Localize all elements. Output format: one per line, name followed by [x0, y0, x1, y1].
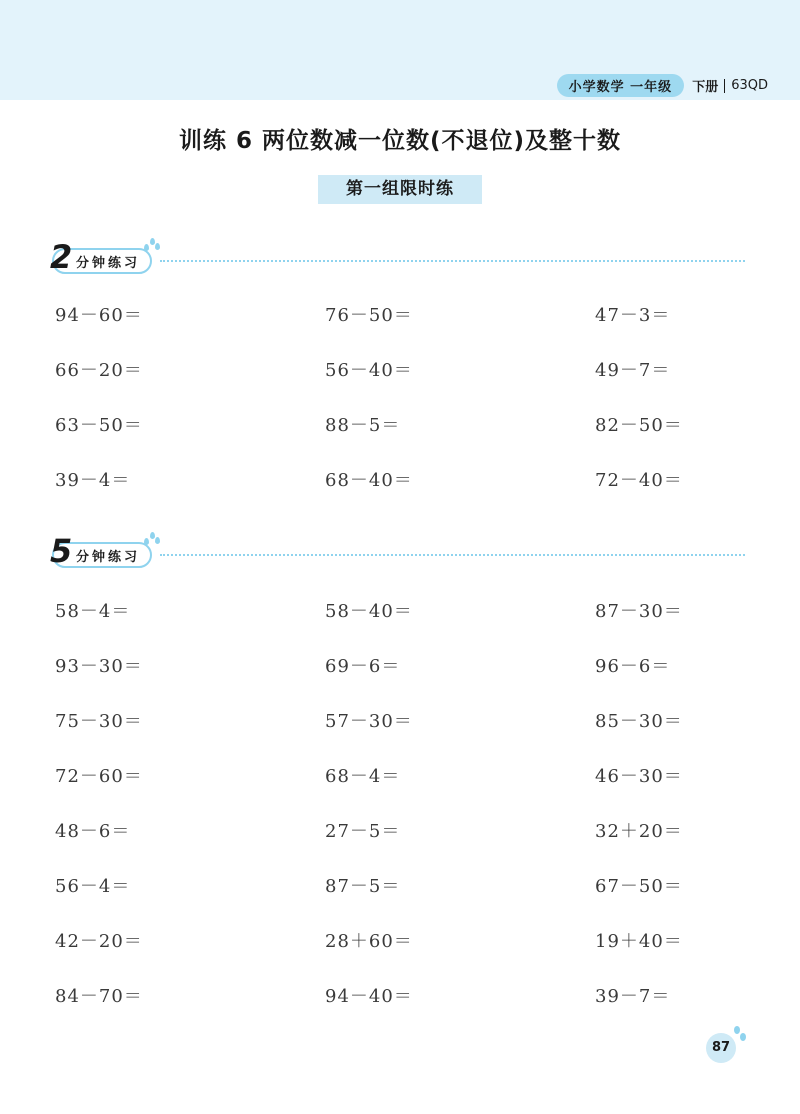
- section-badge-5min: [50, 532, 152, 570]
- arithmetic-problem: 68－40＝: [325, 470, 413, 491]
- arithmetic-problem: 68－4＝: [325, 766, 401, 787]
- badge-number: 2: [50, 238, 73, 276]
- arithmetic-problem: 56－4＝: [55, 876, 131, 897]
- page-number: 87: [706, 1033, 736, 1063]
- arithmetic-problem: 75－30＝: [55, 711, 143, 732]
- arithmetic-problem: 28＋60＝: [325, 931, 413, 952]
- arithmetic-problem: 57－30＝: [325, 711, 413, 732]
- water-drops-icon: [144, 238, 160, 252]
- arithmetic-problem: 42－20＝: [55, 931, 143, 952]
- badge-bubble: [50, 238, 152, 276]
- arithmetic-problem: 85－30＝: [595, 711, 683, 732]
- header-info: [557, 74, 768, 97]
- arithmetic-problem: 47－3＝: [595, 305, 671, 326]
- arithmetic-problem: 63－50＝: [55, 415, 143, 436]
- arithmetic-problem: 69－6＝: [325, 656, 401, 677]
- arithmetic-problem: 67－50＝: [595, 876, 683, 897]
- dotted-divider: [160, 260, 745, 262]
- arithmetic-problem: 39－7＝: [595, 986, 671, 1007]
- header-divider: [724, 79, 725, 93]
- arithmetic-problem: 94－40＝: [325, 986, 413, 1007]
- arithmetic-problem: 39－4＝: [55, 470, 131, 491]
- arithmetic-problem: 58－40＝: [325, 601, 413, 622]
- arithmetic-problem: 82－50＝: [595, 415, 683, 436]
- arithmetic-problem: 88－5＝: [325, 415, 401, 436]
- arithmetic-problem: 58－4＝: [55, 601, 131, 622]
- arithmetic-problem: 66－20＝: [55, 360, 143, 381]
- arithmetic-problem: 76－50＝: [325, 305, 413, 326]
- arithmetic-problem: 32＋20＝: [595, 821, 683, 842]
- page-title: 训练 6 两位数减一位数(不退位)及整十数: [178, 128, 622, 154]
- arithmetic-problem: 96－6＝: [595, 656, 671, 677]
- group-subtitle: 第一组限时练: [318, 175, 482, 204]
- arithmetic-problem: 27－5＝: [325, 821, 401, 842]
- dotted-divider: [160, 554, 745, 556]
- badge-bubble: [50, 532, 152, 570]
- arithmetic-problem: 87－5＝: [325, 876, 401, 897]
- arithmetic-problem: 48－6＝: [55, 821, 131, 842]
- badge-number: 5: [50, 532, 73, 570]
- arithmetic-problem: 94－60＝: [55, 305, 143, 326]
- leaf-decoration-icon: [734, 1026, 740, 1034]
- arithmetic-problem: 19＋40＝: [595, 931, 683, 952]
- arithmetic-problem: 72－60＝: [55, 766, 143, 787]
- subject-grade-pill: 小学数学 一年级: [557, 74, 685, 97]
- arithmetic-problem: 93－30＝: [55, 656, 143, 677]
- section-badge-2min: [50, 238, 152, 276]
- badge-label: 分钟练习: [76, 255, 141, 271]
- arithmetic-problem: 87－30＝: [595, 601, 683, 622]
- arithmetic-problem: 46－30＝: [595, 766, 683, 787]
- book-code: 63QD: [731, 78, 768, 93]
- water-drops-icon: [144, 532, 160, 546]
- arithmetic-problem: 49－7＝: [595, 360, 671, 381]
- volume-label: 下册: [692, 80, 719, 95]
- badge-label: 分钟练习: [76, 549, 141, 565]
- arithmetic-problem: 72－40＝: [595, 470, 683, 491]
- arithmetic-problem: 84－70＝: [55, 986, 143, 1007]
- arithmetic-problem: 56－40＝: [325, 360, 413, 381]
- leaf-decoration-icon: [740, 1033, 746, 1041]
